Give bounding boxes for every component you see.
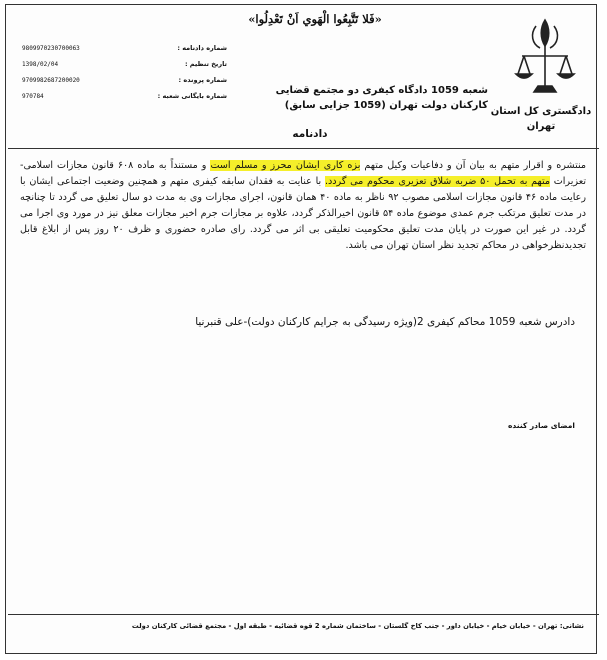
verdict-number: 9809970230700063: [22, 44, 80, 52]
document-metadata: [22, 40, 227, 104]
iran-emblem-scales-icon: [510, 16, 580, 100]
court-name-line1: شعبه 1059 دادگاه کیفری دو مجتمع قضایی: [275, 85, 488, 96]
issue-date-label: تاریخ تنظیم :: [184, 60, 227, 68]
meta-row: [22, 88, 227, 104]
highlighted-text: متهم به تحمل ۵۰ ضربه شلاق تعزیری محکوم می گردد.: [324, 176, 550, 187]
highlighted-text: بزه کاری ایشان محرز و مسلم است: [210, 160, 361, 171]
department-line1: دادگستری کل استان: [490, 106, 592, 117]
case-number-label: شماره پرونده :: [178, 76, 227, 84]
footer-divider: [8, 614, 599, 615]
archive-number-label: شماره بایگانی شعبه :: [157, 92, 227, 100]
archive-number: 970784: [22, 92, 44, 100]
case-number: 9709982687200020: [22, 76, 80, 84]
footer-address: نشانی: تهران - خیابان خیام - خیابان داور - جنب کاخ گلستان - ساختمان شماره 2 قوه قضائیه - طبقه اول - مجتمع قضائی کارکنان دولت: [131, 622, 584, 630]
document-title: دادنامه: [292, 128, 328, 140]
verdict-number-label: شماره دادنامه :: [177, 44, 227, 52]
quran-verse: «فَلا تَتَّبِعُوا الْهَوي اَنْ تَعْدِلُوا»: [248, 12, 382, 26]
verdict-text-part: با عنایت به فقدان سابقه کیفری متهم و همچنین وضعیت اجتماعی ایشان با رعایت ماده ۴۶ قانون مجازات اسلامی مصوب ۹۲ ناظر به ماده ۴۰ همان قانون، اجرای مجازات وی به مدت دو سال تعلیق می گردد تا چنانچه در مدت تعلیق مرتکب جرم عمدی موضوع ماده ۵۴ قانون اخیرالذکر گردد، علاوه بر مجازات جرم اخیر مجازات معلق نیز در مورد وی اجرا می گردد. در غیر این صورت در پایان مدت تعلیق محکومیت تعلیقی بی اثر می گردد. رای صادره حضوری و ظرف ۲۰ روز پس از ابلاغ قابل تجدیدنظرخواهی در محاکم تجدید نظر استان تهران می باشد.: [20, 176, 586, 251]
court-name-line2: کارکنان دولت تهران (1059 جزایی سابق): [284, 100, 488, 111]
issuer-signature-label: امضای صادر کننده: [508, 421, 575, 430]
court-name: [238, 83, 488, 113]
verdict-text-part: منتشره و اقرار متهم به بیان آن و دفاعیات وکیل متهم: [360, 160, 587, 171]
verdict-text-part: و مستنداً به ماده ۶۰۸ قانون مجازات اسلامی-تعزیرات: [20, 160, 586, 187]
issue-date: 1398/02/04: [22, 60, 59, 68]
header-divider: [8, 148, 599, 149]
department-line2: تهران: [526, 121, 556, 132]
judiciary-department: [488, 104, 594, 134]
meta-row: [22, 72, 227, 88]
judge-signature-line: دادرس شعبه 1059 محاکم کیفری 2(ویژه رسیدگی به جرایم کارکنان دولت)-علی قنبرنیا: [195, 316, 575, 328]
meta-row: [22, 56, 227, 72]
verdict-text: [20, 158, 586, 254]
meta-row: [22, 40, 227, 56]
